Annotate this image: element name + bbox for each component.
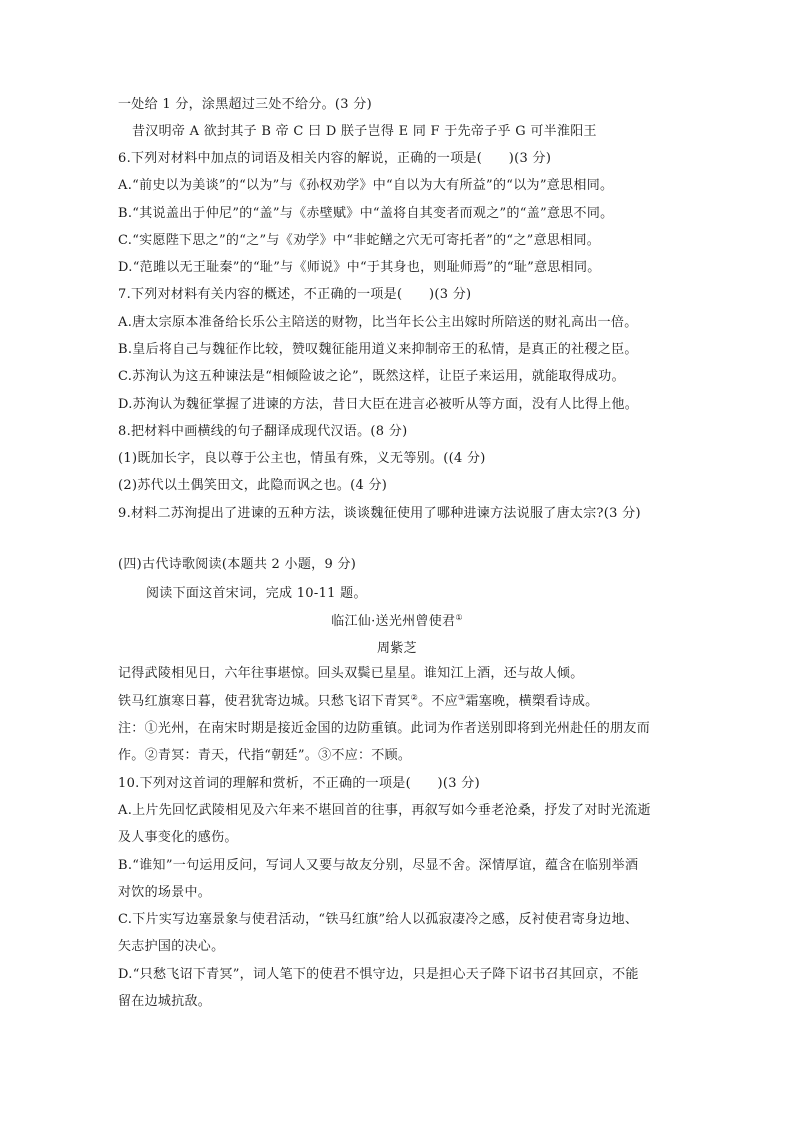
option-a: A.“前史以为美谈”的“以为”与《孙权劝学》中“自以为大有所益”的“以为”意思相同。 — [118, 178, 614, 193]
option-c: C.苏洵认为这五种谏法是“相倾险诐之论”，既然这样，让臣子来运用，就能取得成功。 — [118, 369, 625, 384]
option-a-cont: 及人事变化的感伤。 — [118, 830, 238, 845]
option-a: A.唐太宗原本准备给长乐公主陪送的财物，比当年长公主出嫁时所陪送的财礼高出一倍。 — [118, 315, 638, 330]
note-line: 注：①光州，在南宋时期是接近金国的边防重镇。此词为作者送别即将到光州赴任的朋友而 — [118, 721, 651, 736]
question-6: 6.下列对材料中加点的词语及相关内容的解说，正确的一项是( )(3 分) — [118, 151, 552, 166]
option-c-cont: 矢志护国的决心。 — [118, 939, 225, 954]
sub-question: (1)既加长字，良以尊于公主也，情虽有殊，义无等别。((4 分) — [118, 451, 486, 466]
sub-question: (2)苏代以土偶笑田文，此隐而讽之也。(4 分) — [118, 478, 388, 493]
poem-author: 周紫芝 — [377, 641, 417, 656]
option-b: B.“谁知”一句运用反问，写词人又要与故友分别，尽显不舍。深情厚谊，蕴含在临别举酒 — [118, 858, 639, 873]
option-d: D.“只愁飞诏下青冥”，词人笔下的使君不惧守边，只是担心天子降下诏书召其回京，不能 — [118, 967, 639, 982]
section-heading: (四)古代诗歌阅读(本题共 2 小题，9 分) — [118, 557, 357, 572]
question-7: 7.下列对材料有关内容的概述，不正确的一项是( )(3 分) — [118, 287, 472, 302]
instruction: 阅读下面这首宋词，完成 10-11 题。 — [146, 586, 367, 601]
option-c: C.下片实写边塞景象与使君活动，“铁马红旗”给人以孤寂凄冷之感，反衬使君寄身边地、 — [118, 912, 639, 927]
text-line: 一处给 1 分，涂黑超过三处不给分。(3 分) — [118, 97, 372, 112]
question-9: 9.材料二苏洵提出了进谏的五种方法，谈谈魏征使用了哪种进谏方法说服了唐太宗?(3 分) — [118, 506, 641, 521]
poem-line: 记得武陵相见日，六年往事堪惊。回头双鬓已星星。谁知江上酒，还与故人倾。 — [118, 666, 584, 681]
option-b-cont: 对饮的场景中。 — [118, 885, 212, 900]
note-mark: ② — [410, 693, 419, 702]
note-line: 作。②青冥：青天，代指“朝廷”。③不应：不顾。 — [118, 748, 412, 763]
note-mark: ③ — [458, 693, 466, 702]
option-d-cont: 留在边城抗敌。 — [118, 994, 212, 1009]
option-b: B.“其说盖出于仲尼”的“盖”与《赤壁赋》中“盖将自其变者而观之”的“盖”意思不同。 — [118, 206, 614, 221]
option-b: B.皇后将自己与魏征作比较，赞叹魏征能用道义来抑制帝王的私情，是真正的社稷之臣。 — [118, 342, 638, 357]
option-d: D.苏洵认为魏征掌握了进谏的方法，昔日大臣在进言必被听从等方面，没有人比得上他。 — [118, 397, 639, 412]
question-8: 8.把材料中画横线的句子翻译成现代汉语。(8 分) — [118, 424, 408, 439]
note-mark: ① — [455, 613, 463, 622]
question-10: 10.下列对这首词的理解和赏析，不正确的一项是( )(3 分) — [118, 776, 480, 791]
option-a: A.上片先回忆武陵相见及六年来不堪回首的往事，再叙写如今垂老沧桑，抒发了对时光流逝 — [118, 803, 651, 818]
poem-line: 铁马红旗寒日暮，使君犹寄边城。只愁飞诏下青冥②。不应③霜塞晚，横槊看诗成。 — [118, 693, 599, 709]
option-d: D.“范雎以无王耻秦”的“耻”与《师说》中“于其身也，则耻师焉”的“耻”意思相同。 — [118, 260, 601, 275]
text-line: 昔汉明帝 A 欲封其子 B 帝 C 曰 D 朕子岂得 E 同 F 于先帝子乎 G 可半淮阳王 — [132, 124, 597, 139]
poem-title: 临江仙·送光州曾使君① — [331, 613, 463, 629]
option-c: C.“实愿陛下思之”的“之”与《劝学》中“非蛇鳝之穴无可寄托者”的“之”意思相同。 — [118, 233, 601, 248]
